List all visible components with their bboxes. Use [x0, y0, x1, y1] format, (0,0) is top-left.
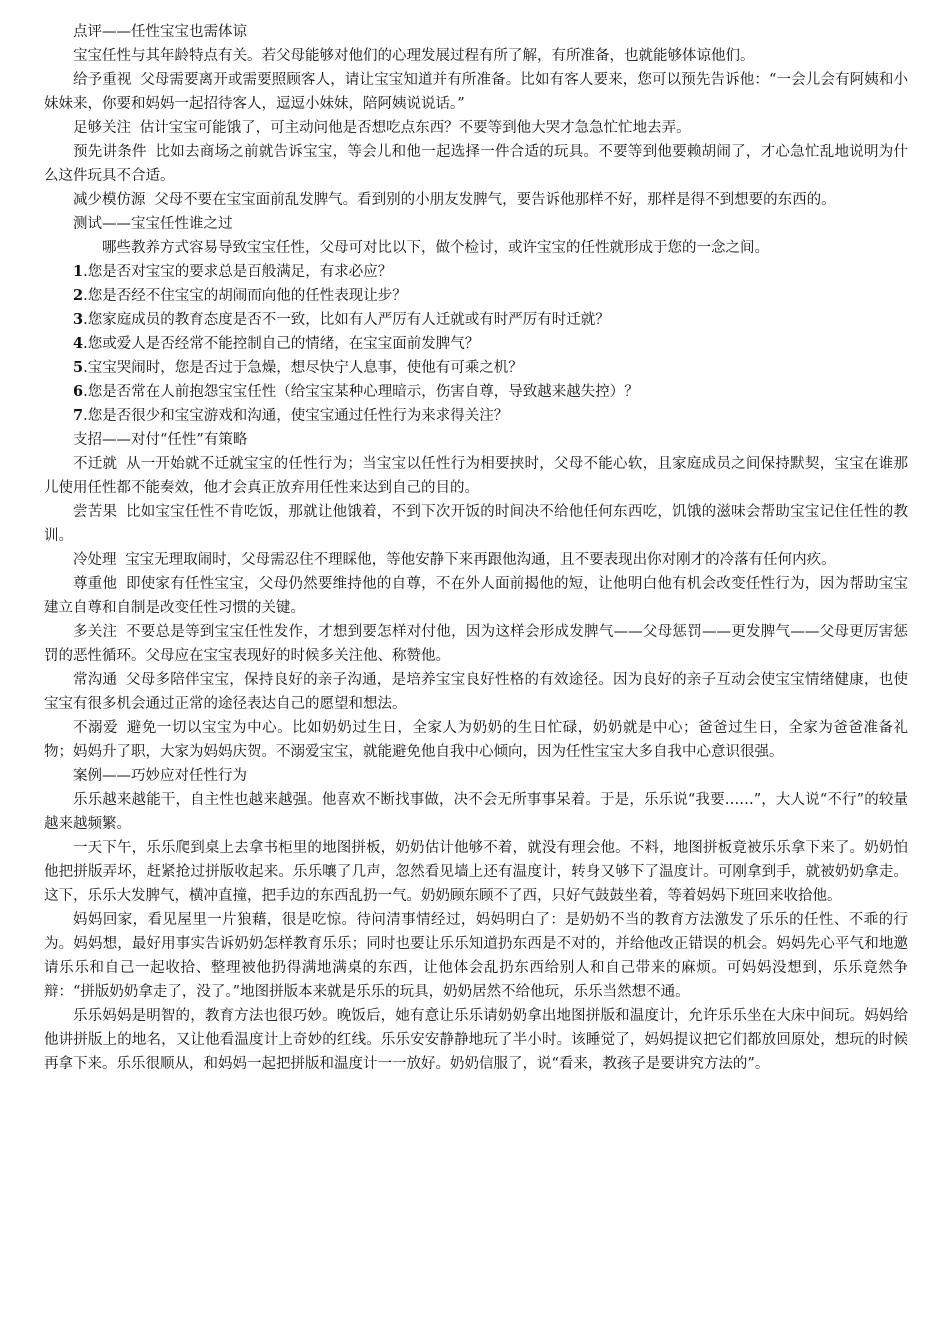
- question-text: .您是否经不住宝宝的胡闹而向他的任性表现让步？: [83, 288, 407, 304]
- tip-item-term: 冷处理: [73, 552, 117, 568]
- tip-item-text: 比如宝宝任性不肯吃饭，那就让他饿着，不到下次开饭的时间决不给他任何东西吃，饥饿的滋味会帮助宝宝记住任性的教训。: [44, 504, 908, 544]
- tip-item: [44, 716, 908, 764]
- tip-item: [44, 452, 908, 500]
- question-number: 6: [73, 383, 84, 400]
- question-text: .宝宝哭闹时，您是否过于急燥，想尽快宁人息事，使他有可乘之机？: [83, 360, 523, 376]
- review-item-text: 比如去商场之前就告诉宝宝，等会儿和他一起选择一件合适的玩具。不要等到他要赖胡闹了，才心急忙乱地说明为什么这件玩具不合适。: [44, 144, 909, 184]
- question-text: .您是否很少和宝宝游戏和沟通，使宝宝通过任性行为来求得关注？: [83, 408, 509, 424]
- test-question: [44, 284, 908, 308]
- question-number: 5: [73, 359, 84, 376]
- test-question: [44, 332, 908, 356]
- review-item-term: 减少模仿源: [73, 192, 146, 208]
- test-intro: 哪些教养方式容易导致宝宝任性，父母可对比以下，做个检讨，或许宝宝的任性就形成于您的一念之间。: [102, 240, 769, 256]
- case-paragraph: 一天下午，乐乐爬到桌上去拿书柜里的地图拼板，奶奶估计他够不着，就没有理会他。不料，地图拼板竟被乐乐拿下来了。奶奶怕他把拼版弄坏，赶紧抢过拼版收起来。乐乐嚷了几声，忽然看见墙上还有温度计，转身又够下了温度计。可刚拿到手，就被奶奶拿走。这下，乐乐大发脾气，横冲直撞，把手边的东西乱扔一气。奶奶顾东顾不了西，只好气鼓鼓坐着，等着妈妈下班回来收拾他。: [44, 840, 908, 904]
- tip-item-term: 不迁就: [73, 456, 118, 472]
- question-number: 4: [73, 335, 84, 352]
- tip-item-text: 即使家有任性宝宝，父母仍然要维持他的自尊，不在外人面前揭他的短，让他明白他有机会改变任性行为，因为帮助宝宝建立自尊和自制是改变任性习惯的关键。: [44, 576, 908, 616]
- review-item-term: 预先讲条件: [73, 144, 147, 160]
- test-question: [44, 308, 908, 332]
- section-title-test: 测试——宝宝任性谁之过: [73, 216, 233, 232]
- test-question: [44, 404, 908, 428]
- tip-item-term: 尝苦果: [73, 504, 118, 520]
- test-question: [44, 260, 908, 284]
- question-number: 7: [73, 407, 84, 424]
- review-item-text: 估计宝宝可能饿了，可主动问他是否想吃点东西？不要等到他大哭才急急忙忙地去弄。: [139, 120, 691, 136]
- tip-item-term: 多关注: [73, 624, 118, 640]
- tip-item-text: 父母多陪伴宝宝，保持良好的亲子沟通，是培养宝宝良好性格的有效途径。因为良好的亲子互动会使宝宝情绪健康，也使宝宝有很多机会通过正常的途径表达自己的愿望和想法。: [44, 672, 908, 712]
- tip-item: [44, 668, 908, 716]
- question-number: 2: [73, 287, 84, 304]
- case-paragraph: 妈妈回家，看见屋里一片狼藉，很是吃惊。待问清事情经过，妈妈明白了：是奶奶不当的教育方法激发了乐乐的任性、不乖的行为。妈妈想，最好用事实告诉奶奶怎样教育乐乐；同时也要让乐乐知道扔东西是不对的，并给他改正错误的机会。妈妈先心平气和地邀请乐乐和自己一起收拾、整理被他扔得满地满桌的东西，让他体会乱扔东西给别人和自己带来的麻烦。可妈妈没想到，乐乐竟然争辩：“拼版奶奶拿走了，没了。”地图拼版本来就是乐乐的玩具，奶奶居然不给他玩，乐乐当然想不通。: [44, 912, 908, 1000]
- tip-item: [44, 500, 908, 548]
- review-item: [44, 68, 908, 116]
- tip-item-term: 常沟通: [73, 672, 118, 688]
- question-number: 3: [73, 311, 84, 328]
- tip-item: [44, 572, 908, 620]
- tip-item-text: 宝宝无理取闹时，父母需忍住不理睬他，等他安静下来再跟他沟通，且不要表现出你对刚才的冷落有任何内疚。: [125, 552, 836, 568]
- review-item-text: 父母需要离开或需要照顾客人，请让宝宝知道并有所准备。比如有客人要来，您可以预先告诉他：“一会儿会有阿姨和小妹妹来，你要和妈妈一起招待客人，逗逗小妹妹，陪阿姨说说话。”: [44, 72, 908, 112]
- test-question: [44, 356, 908, 380]
- section-title-case: 案例——巧妙应对任性行为: [73, 768, 247, 784]
- review-item-text: 父母不要在宝宝面前乱发脾气。看到别的小朋友发脾气，要告诉他那样不好，那样是得不到想要的东西的。: [154, 192, 836, 208]
- question-text: .您家庭成员的教育态度是否不一致，比如有人严厉有人迁就或有时严厉有时迁就？: [83, 312, 610, 328]
- question-text: .您是否常在人前抱怨宝宝任性（给宝宝某种心理暗示，伤害自尊，导致越来越失控）？: [83, 384, 639, 400]
- test-question: [44, 380, 908, 404]
- review-item: [44, 140, 908, 188]
- question-number: 1: [73, 263, 84, 280]
- question-text: .您或爱人是否经常不能控制自己的情绪，在宝宝面前发脾气？: [83, 336, 480, 352]
- review-item: [44, 188, 908, 212]
- test-question-list: [44, 260, 908, 428]
- tip-item-term: 不溺爱: [73, 720, 119, 736]
- case-paragraph: 乐乐越来越能干，自主性也越来越强。他喜欢不断找事做，决不会无所事事呆着。于是，乐乐说“我要……”，大人说“不行”的较量越来越频繁。: [44, 792, 908, 832]
- review-item-term: 给予重视: [73, 72, 132, 88]
- tip-item-text: 不要总是等到宝宝任性发作，才想到要怎样对付他，因为这样会形成发脾气——父母惩罚——更发脾气——父母更厉害惩罚的恶性循环。父母应在宝宝表现好的时候多关注他、称赞他。: [44, 624, 908, 664]
- tip-item-text: 从一开始就不迁就宝宝的任性行为；当宝宝以任性行为相要挟时，父母不能心软，且家庭成员之间保持默契，宝宝在谁那儿使用任性都不能奏效，他才会真正放弃用任性来达到自己的目的。: [44, 456, 908, 496]
- review-intro: 宝宝任性与其年龄特点有关。若父母能够对他们的心理发展过程有所了解，有所准备，也就能够体谅他们。: [73, 48, 755, 64]
- question-text: .您是否对宝宝的要求总是百般满足，有求必应？: [83, 264, 393, 280]
- tip-item: [44, 620, 908, 668]
- tip-item-term: 尊重他: [73, 576, 118, 592]
- tip-item-text: 避免一切以宝宝为中心。比如奶奶过生日，全家人为奶奶的生日忙碌，奶奶就是中心；爸爸过生日，全家为爸爸准备礼物；妈妈升了职，大家为妈妈庆贺。不溺爱宝宝，就能避免他自我中心倾向，因为任性宝宝大多自我中心意识很强。: [44, 720, 909, 760]
- tip-item: [44, 548, 908, 572]
- section-title-tips: 支招——对付“任性”有策略: [73, 432, 248, 448]
- review-item: [44, 116, 908, 140]
- section-title-review: 点评——任性宝宝也需体谅: [73, 24, 247, 40]
- case-paragraph: 乐乐妈妈是明智的，教育方法也很巧妙。晚饭后，她有意让乐乐请奶奶拿出地图拼版和温度计，允许乐乐坐在大床中间玩。妈妈给他讲拼版上的地名，又让他看温度计上奇妙的红线。乐乐安安静静地玩了半小时。该睡觉了，妈妈提议把它们都放回原处，想玩的时候再拿下来。乐乐很顺从，和妈妈一起把拼版和温度计一一放好。奶奶信服了，说“看来，教孩子是要讲究方法的”。: [44, 1008, 908, 1072]
- review-item-term: 足够关注: [73, 120, 131, 136]
